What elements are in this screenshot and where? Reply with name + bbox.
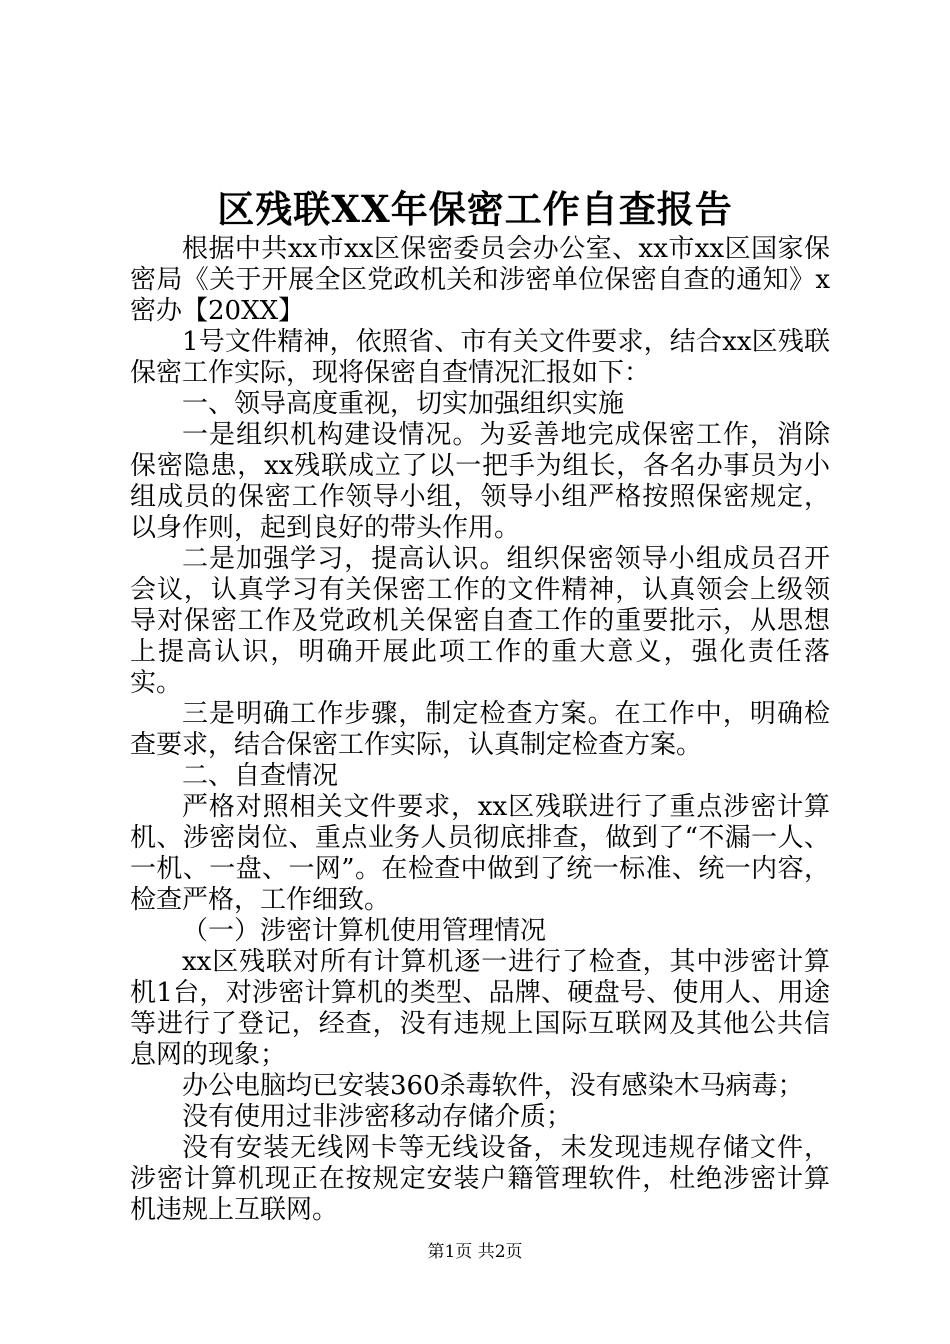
document-body <box>130 234 830 1226</box>
paragraph: 没有使用过非涉密移动存储介质； <box>182 1102 573 1132</box>
paragraph: 根据中共xx市xx区保密委员会办公室、xx市xx区国家保密局《关于开展全区党政机关和涉密单位保密自查的通知》x密办【20XX】 <box>130 234 830 326</box>
paragraph: 办公电脑均已安装360杀毒软件，没有感染木马病毒； <box>182 1071 804 1101</box>
document-title: 区残联XX年保密工作自查报告 <box>217 187 733 231</box>
section-heading: 二、自查情况 <box>182 761 339 791</box>
paragraph: 严格对照相关文件要求，xx区残联进行了重点涉密计算机、涉密岗位、重点业务人员彻底排查，做到了“不漏一人、一机、一盘、一网”。在检查中做到了统一标准、统一内容，检查严格，工作细致。 <box>130 792 830 915</box>
subsection-heading: （一）涉密计算机使用管理情况 <box>182 916 547 946</box>
paragraph: 三是明确工作步骤，制定检查方案。在工作中，明确检查要求，结合保密工作实际，认真制定检查方案。 <box>130 699 830 760</box>
section-heading: 一、领导高度重视，切实加强组织实施 <box>182 389 625 419</box>
paragraph: 1号文件精神，依照省、市有关文件要求，结合xx区残联保密工作实际，现将保密自查情况汇报如下： <box>130 327 830 388</box>
paragraph: 没有安装无线网卡等无线设备，未发现违规存储文件，涉密计算机现正在按规定安装户籍管理软件，杜绝涉密计算机违规上互联网。 <box>130 1133 830 1225</box>
page-footer: 第1页 共2页 <box>427 1242 523 1262</box>
paragraph: xx区残联对所有计算机逐一进行了检查，其中涉密计算机1台，对涉密计算机的类型、品牌、硬盘号、使用人、用途等进行了登记，经查，没有违规上国际互联网及其他公共信息网的现象； <box>130 947 830 1070</box>
paragraph: 二是加强学习，提高认识。组织保密领导小组成员召开会议，认真学习有关保密工作的文件精神，认真领会上级领导对保密工作及党政机关保密自查工作的重要批示，从思想上提高认识，明确开展此项工作的重大意义，强化责任落实。 <box>130 544 830 698</box>
paragraph: 一是组织机构建设情况。为妥善地完成保密工作，消除保密隐患，xx残联成立了以一把手为组长，各名办事员为小组成员的保密工作领导小组，领导小组严格按照保密规定，以身作则，起到良好的带头作用。 <box>130 420 830 543</box>
